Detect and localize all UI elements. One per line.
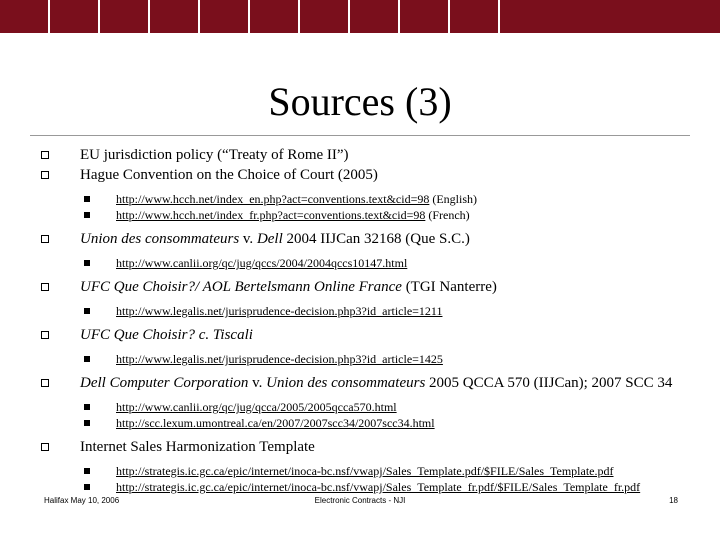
- reference-link[interactable]: http://strategis.ic.gc.ca/epic/internet/inoca-bc.nsf/vwapj/Sales_Template_fr.pdf/$FILE/Sales_Template_fr.pdf: [116, 480, 641, 494]
- reference-link[interactable]: http://scc.lexum.umontreal.ca/en/2007/2007scc34/2007scc34.html: [116, 416, 435, 430]
- banner-block: [200, 0, 248, 33]
- sub-bullet-item: [40, 209, 690, 222]
- bullet-item: [40, 439, 690, 456]
- square-bullet-icon: [84, 212, 90, 218]
- square-bullet-icon: [84, 356, 90, 362]
- page-number: 18: [669, 496, 678, 505]
- case-party: Union des consommateurs: [80, 231, 240, 247]
- sub-bullet-item: [40, 353, 690, 366]
- sub-bullet-item: [40, 193, 690, 206]
- bullet-item: [40, 167, 690, 184]
- case-citation: 2005 QCCA 570 (IIJCan); 2007 SCC 34: [425, 375, 673, 391]
- hollow-square-bullet-icon: [41, 331, 49, 339]
- slide-body: [40, 144, 690, 494]
- square-bullet-icon: [84, 484, 90, 490]
- hollow-square-bullet-icon: [41, 379, 49, 387]
- square-bullet-icon: [84, 420, 90, 426]
- reference-link[interactable]: http://www.hcch.net/index_en.php?act=conventions.text&cid=98: [116, 192, 430, 206]
- reference-link[interactable]: http://www.canlii.org/qc/jug/qcca/2005/2005qcca570.html: [116, 400, 397, 414]
- title-divider: [30, 135, 690, 136]
- banner-block: [100, 0, 148, 33]
- top-banner: [0, 0, 720, 40]
- sub-bullet-item: [40, 465, 690, 478]
- case-party: UFC Que Choisir? c. Tiscali: [80, 327, 253, 343]
- sub-bullet-item: [40, 401, 690, 414]
- square-bullet-icon: [84, 308, 90, 314]
- banner-block: [250, 0, 298, 33]
- bullet-item: [40, 375, 690, 392]
- case-party: Union des consommateurs: [266, 375, 426, 391]
- case-citation: (TGI Nanterre): [401, 279, 497, 295]
- banner-line: [0, 33, 720, 34]
- bullet-text: EU jurisdiction policy (“Treaty of Rome II”): [80, 147, 349, 163]
- case-party: Dell: [256, 231, 283, 247]
- link-note: (English): [432, 192, 478, 206]
- hollow-square-bullet-icon: [41, 151, 49, 159]
- square-bullet-icon: [84, 468, 90, 474]
- hollow-square-bullet-icon: [41, 235, 49, 243]
- banner-block: [150, 0, 198, 33]
- reference-link[interactable]: http://strategis.ic.gc.ca/epic/internet/inoca-bc.nsf/vwapj/Sales_Template.pdf/$FILE/Sales_Template.pdf: [116, 464, 614, 478]
- square-bullet-icon: [84, 404, 90, 410]
- banner-block: [50, 0, 98, 33]
- banner-block: [350, 0, 398, 33]
- bullet-text: Internet Sales Harmonization Template: [80, 439, 315, 455]
- bullet-item: [40, 279, 690, 296]
- square-bullet-icon: [84, 196, 90, 202]
- sub-bullet-item: [40, 417, 690, 430]
- bullet-text: Hague Convention on the Choice of Court (2005): [80, 167, 378, 183]
- reference-link[interactable]: http://www.legalis.net/jurisprudence-decision.php3?id_article=1425: [116, 352, 443, 366]
- banner-block: [0, 0, 48, 33]
- square-bullet-icon: [84, 260, 90, 266]
- hollow-square-bullet-icon: [41, 283, 49, 291]
- footer-date: Halifax May 10, 2006: [44, 496, 120, 505]
- sub-bullet-item: [40, 481, 690, 494]
- reference-link[interactable]: http://www.hcch.net/index_fr.php?act=conventions.text&cid=98: [116, 208, 426, 222]
- bullet-item: [40, 147, 690, 164]
- footer-title: Electronic Contracts - NJI: [314, 496, 406, 505]
- banner-block: [500, 0, 720, 33]
- sub-bullet-item: [40, 305, 690, 318]
- bullet-item: [40, 231, 690, 248]
- reference-link[interactable]: http://www.canlii.org/qc/jug/qccs/2004/2004qccs10147.html: [116, 256, 408, 270]
- case-text: v.: [248, 375, 267, 391]
- banner-block: [300, 0, 348, 33]
- hollow-square-bullet-icon: [41, 443, 49, 451]
- banner-block: [400, 0, 448, 33]
- bullet-item: [40, 327, 690, 344]
- link-note: (French): [428, 208, 470, 222]
- case-citation: 2004 IIJCan 32168 (Que S.C.): [282, 231, 470, 247]
- case-text: v.: [239, 231, 257, 247]
- sub-bullet-item: [40, 257, 690, 270]
- banner-block: [450, 0, 498, 33]
- case-party: UFC Que Choisir?/ AOL Bertelsmann Online France: [80, 279, 402, 295]
- slide-title: Sources (3): [268, 79, 452, 124]
- reference-link[interactable]: http://www.legalis.net/jurisprudence-decision.php3?id_article=1211: [116, 304, 443, 318]
- case-party: Dell Computer Corporation: [80, 375, 249, 391]
- hollow-square-bullet-icon: [41, 171, 49, 179]
